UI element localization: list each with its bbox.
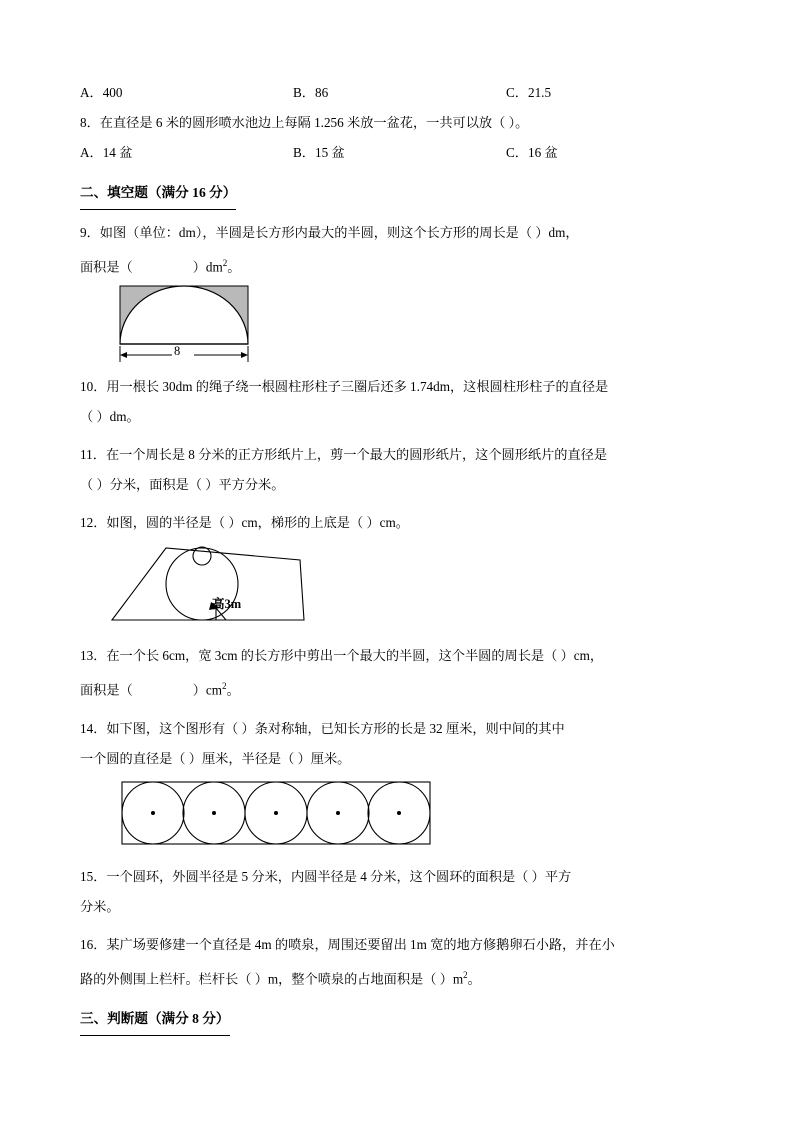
- figure-q12: [104, 538, 334, 633]
- q13-line1: 13．在一个长 6cm，宽 3cm 的长方形中剪出一个最大的半圆，这个半圆的周长是（ ）cm，: [80, 648, 604, 664]
- q9-line2-b: ）dm: [192, 259, 223, 275]
- q16-line2-c: 。: [467, 971, 481, 987]
- q12-line1: 12．如图，圆的半径是（ ）cm，梯形的上底是（ ）cm。: [80, 515, 409, 531]
- q16-line2-sup: 2: [463, 969, 468, 980]
- q13-line2-sup: 2: [222, 681, 227, 692]
- figure-q14: [120, 774, 440, 854]
- q7-choice-a: A．400: [80, 85, 123, 100]
- q8-text: 8．在直径是 6 米的圆形喷水池边上每隔 1.256 米放一盆花，一共可以放（ ）。: [80, 115, 529, 130]
- q15-line2: 分米。: [80, 898, 120, 914]
- q15-line1: 15．一个圆环，外圆半径是 5 分米，内圆半径是 4 分米，这个圆环的面积是（ ）平方: [80, 868, 572, 884]
- figure-q14-svg: [120, 774, 440, 854]
- figure-q12-svg: [104, 538, 334, 633]
- q13-line2-c: 。: [226, 682, 240, 698]
- section-heading-true-false: [80, 1004, 719, 1036]
- q11-line1: 11．在一个周长是 8 分米的正方形纸片上，剪一个最大的圆形纸片，这个圆形纸片的直径是: [80, 447, 608, 463]
- q16-line2: [80, 960, 719, 994]
- q7-choice-b: B．86: [293, 85, 329, 100]
- q9-line2: [80, 248, 719, 282]
- figure-q9-label: 8: [174, 344, 181, 359]
- q9-line2-a: 面积是（: [80, 259, 133, 275]
- figure-q12-label: 高3m: [212, 597, 242, 612]
- section-heading-true-false-label: 三、判断题（满分 8 分）: [80, 1004, 230, 1036]
- q14-line2: 一个圆的直径是（ ）厘米，半径是（ ）厘米。: [80, 750, 351, 766]
- q9-line2-c: 。: [227, 259, 241, 275]
- q7-choices: [80, 78, 719, 108]
- q9-line1: 9．如图（单位：dm），半圆是长方形内最大的半圆，则这个长方形的周长是（ ）dm，: [80, 225, 579, 240]
- q16-line2-a: 路的外侧围上栏杆。栏杆长（ ）m，整个喷泉的占地面积是（ ）m: [80, 971, 464, 987]
- q9-line2-sup: 2: [222, 258, 228, 268]
- q11-line2: （ ）分米，面积是（ ）平方分米。: [80, 477, 285, 493]
- q10-line2: （ ）dm。: [80, 409, 140, 425]
- q8-choice-c: C．16 盆: [506, 145, 558, 160]
- q13-line2-a: 面积是（: [80, 682, 133, 698]
- q8-choice-b: B．15 盆: [293, 145, 345, 160]
- q8-choice-a: A．14 盆: [80, 145, 133, 160]
- section-heading-fill-in-label: 二、填空题（满分 16 分）: [80, 178, 236, 210]
- q13-line2: [80, 671, 719, 705]
- q10-line1: 10．用一根长 30dm 的绳子绕一根圆柱形柱子三圈后还多 1.74dm，这根圆柱形柱子的直径是: [80, 379, 609, 395]
- figure-q9: [112, 282, 262, 364]
- figure-q9-svg: [112, 282, 262, 364]
- q16-line1: 16．某广场要修建一个直径是 4m 的喷泉，周围还要留出 1m 宽的地方修鹅卵石小路，并在小: [80, 936, 615, 952]
- q13-line2-b: ）cm: [192, 682, 223, 698]
- q14-line1: 14．如下图，这个图形有（ ）条对称轴，已知长方形的长是 32 厘米，则中间的其中: [80, 720, 565, 736]
- section-heading-fill-in: [80, 178, 719, 210]
- q8-choices: [80, 138, 719, 168]
- q7-choice-c: C．21.5: [506, 85, 552, 100]
